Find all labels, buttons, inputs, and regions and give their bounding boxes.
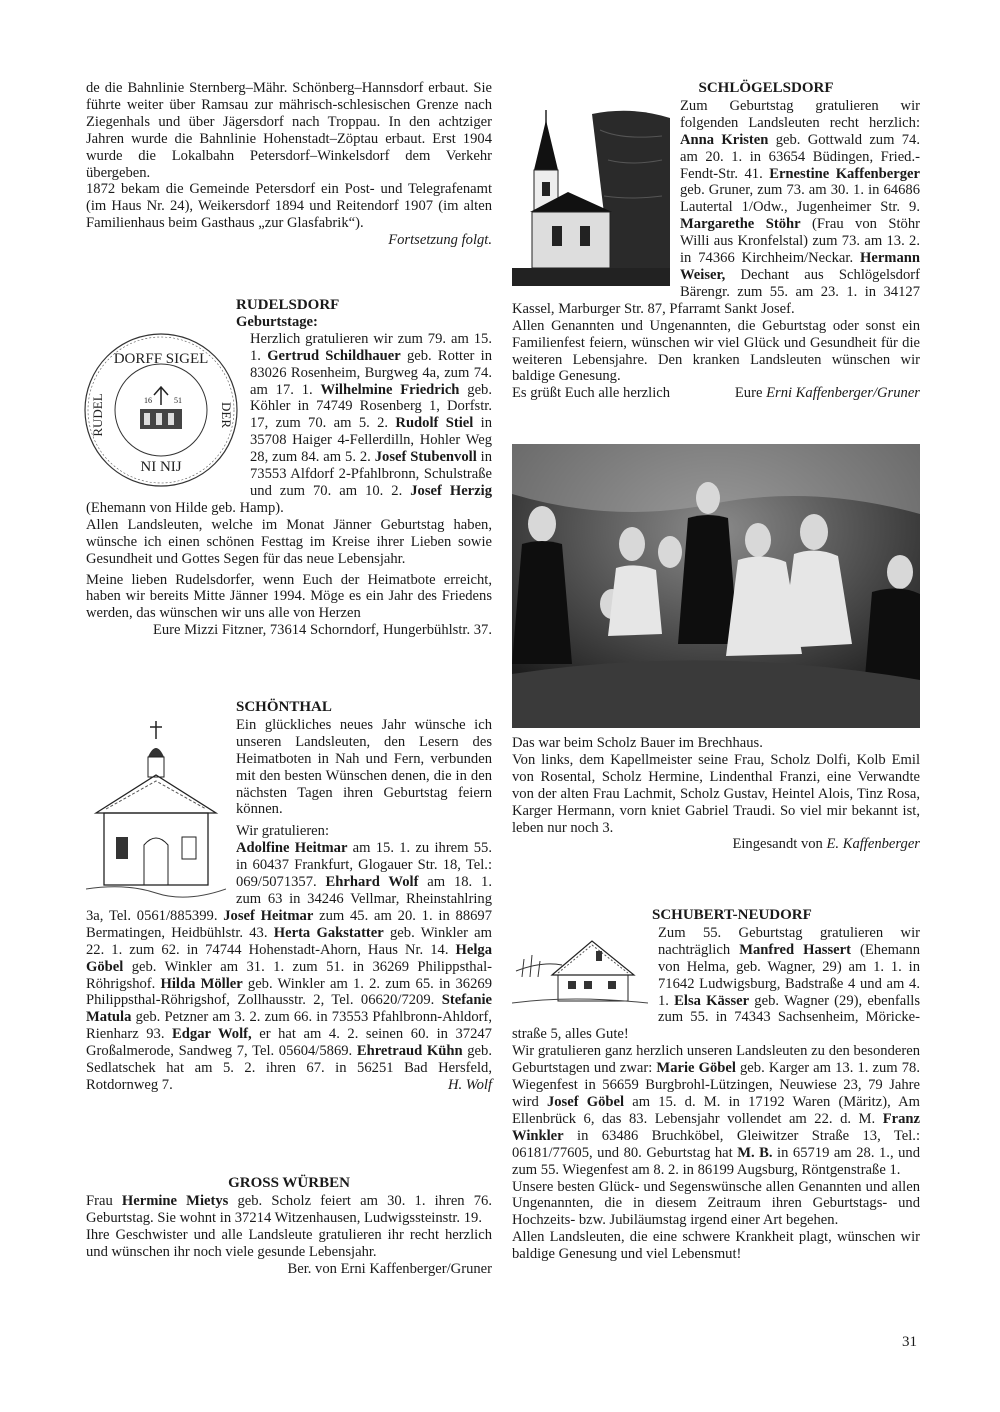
rudelsdorf-subheading: Geburtstage: <box>236 313 318 330</box>
text-run: geb. Köhler in 74749 Rosenberg 1, Dorfstr. 17, zum 70. am 5. 2. <box>250 381 492 432</box>
name-run: Herta Gakstatter <box>273 924 384 941</box>
schubert-neudorf-wishes: Unsere besten Glück- und Segenswünsche allen Genannten und allen Ungenannten, die in diesem Zeitraum ihren Geburtstags- und Hochzeits- bzw. Jubiläumstag irgend einer Art begehen. <box>512 1178 920 1229</box>
text-run: geb. Rotter in 83026 Rosenheim, Burgweg 4a, zum 74. am 17. 1. <box>250 347 492 398</box>
text-run: Dechant aus Schlögelsdorf Bärengr. zum 55. am 23. 1. in 34127 Kassel, Marburger Str. 87, Pfarramt Sankt Josef. <box>512 266 920 317</box>
text-run: Frau <box>86 1192 122 1209</box>
continued-note: Fortsetzung folgt. <box>388 232 492 249</box>
caption-signature: Eingesandt von E. Kaffenberger <box>732 836 920 853</box>
text-run: geb. Sedlatschek hat am 5. 2. ihren 67. in 56251 Bad Hersfeld, Rotdornweg 7. <box>86 1043 492 1093</box>
name-run: Helga Göbel <box>86 941 492 975</box>
text-run: am 15. 1. zu ihrem 55. in 60437 Frankfurt, Glogauer Str. 18, Tel.: 069/5071357. <box>236 840 492 891</box>
caption-names: Von links, dem Kapellmeister seine Frau, Scholz Dolfi, Kolb Emil von Rosental, Scholz Hermine, Lindenthal Franzi, eine Verwandte von der alten Frau Lachmit, Scholz Gustav, Heintel Alois, Tinz Rosa, Karger Hermann, vorn kniet Gabriel Traudi. So viel mir bekannt ist, leben nur noch 3. <box>512 751 920 836</box>
name-run: Josef Stubenvoll <box>374 449 477 466</box>
name-run: Rudolf Stiel <box>395 415 474 432</box>
gross-wuerben-section <box>86 1175 492 1277</box>
name-run: Josef Herzig <box>410 482 492 499</box>
church-photo-icon <box>512 100 670 286</box>
name-run: Hilda Möller <box>160 975 243 992</box>
name-run: Adolfine Heitmar <box>236 840 348 857</box>
gross-wuerben-heading: GROSS WÜRBEN <box>228 1175 350 1191</box>
text-run: er hat am 4. 2. seinen 60. in 37247 Großalmerode, Sandweg 7, Tel. 05604/5869. <box>86 1026 492 1060</box>
text-run: Herzlich gratulieren wir zum 79. am 15. 1. <box>250 330 492 364</box>
text-run: geb. Wagner (29), ebenfalls zum 55. in 74343 Sachsenheim, Mörickestraße 5, alles Gute! <box>512 992 921 1043</box>
text-run: Zum 55. Geburtstag gratulieren wir nachträglich <box>658 924 920 958</box>
intro-paragraph-1: de die Bahnlinie Sternberg–Mähr. Schönberg–Hannsdorf erbaut. Sie führte weiter über Ramsau zur mährisch-schlesischen Grenze nach Ziegenhals und über Jägersdorf nach Troppau. In den achtziger Jahren wurde die Bahnlinie Hohenstadt–Zöptau erbaut. Erst 1904 wurde die Lokalbahn Petersdorf–Winkelsdorf dem Verkehr übergeben. <box>86 80 492 181</box>
left-column <box>86 80 492 249</box>
rudelsdorf-section <box>86 297 492 639</box>
seal-year-a: 16 <box>144 395 152 405</box>
text-run: in 65719 am 28. 1., und zum 55. Wiegenfest am 8. 2. in 86199 Augsburg, Röntgenstraße 1. <box>512 1144 920 1178</box>
text-run: geb. Petzner am 3. 2. zum 66. in 73553 Pfahlbronn-Ahldorf, Rienharz 93. <box>86 1009 492 1043</box>
schoenthal-greeting: Ein glückliches neues Jahr wünsche ich unseren Landsleuten, den Lesern des Heimatboten in Nah und Fern, verbunden mit den besten Wünschen denen, die in den nächsten Tagen ihren Geburtstag feiern können. <box>236 716 492 818</box>
name-run: Marie Göbel <box>656 1060 736 1077</box>
intro-paragraph-2: 1872 bekam die Gemeinde Petersdorf ein Post- und Telegrafenamt (im Haus Nr. 24), Weikersdorf 1894 und Reitendorf 1907 (im alten Familienhaus beim Gasthaus „zur Glasfabrik“). <box>86 181 492 232</box>
schoenthal-intro: Wir gratulieren: <box>236 823 330 840</box>
chapel-drawing-icon <box>86 717 226 901</box>
schoenthal-section <box>86 699 492 1094</box>
schloegelsdorf-section <box>512 80 920 402</box>
text-run: (Ehemann von Hilde geb. Hamp). <box>86 499 284 516</box>
gross-wuerben-wishes: Ihre Geschwister und alle Landsleute gratulieren ihr recht herzlich und wünschen ihr noch viele gesunde Lebensjahr. <box>86 1226 492 1260</box>
municipal-seal-icon <box>82 331 240 489</box>
text-run: am 18. 1. zum 63 in 34246 Vellmar, Rheinstahlring 3a, Tel. 0561/885399. <box>86 874 492 924</box>
name-run: Manfred Hassert <box>739 941 851 958</box>
schubert-neudorf-birthdays <box>512 1043 920 1178</box>
group-photo <box>512 444 920 728</box>
name-run: Stefanie Matula <box>86 992 492 1026</box>
name-run: Hermine Mietys <box>121 1192 229 1209</box>
name-run: Ehretraud Kühn <box>356 1043 463 1060</box>
text-run: geb. Karger am 13. 1. zum 78. Wiegenfest in 56659 Burgbrohl-Lützingen, Neuwiese 23, 79 Jahre wird <box>512 1060 920 1110</box>
name-run: Josef Göbel <box>546 1093 625 1110</box>
text-run: Zum Geburtstag gratulieren wir folgenden Landsleuten recht herzlich: <box>680 97 920 131</box>
farmhouse-drawing-icon <box>512 931 648 1007</box>
photo-caption <box>512 735 920 853</box>
text-run: in 35708 Haiger 4-Fellerdilln, Hohler Weg 28, zum 84. am 5. 2. <box>250 415 492 466</box>
text-run: in 63486 Bruchköbel, Gleiwitzer Straße 13, Tel.: 06181/77605, und 80. Geburtstag hat <box>512 1127 920 1161</box>
caption-line-1: Das war beim Scholz Bauer im Brechhaus. <box>512 735 763 751</box>
rudelsdorf-wishes: Allen Landsleuten, welche im Monat Jänner Geburtstag haben, wünsche ich einen schönen Festtag im Kreise ihrer Lieben sowie Gesundheit und Gottes Segen für das neue Lebensjahr. <box>86 516 492 567</box>
name-run: Ernestine Kaffenberger <box>769 165 920 182</box>
name-run: M. B. <box>737 1144 773 1161</box>
text-run: am 15. d. M. in 17192 Waren (Märitz), Am Ellenbrück 6, das 83. Lebensjahr vollendet am 22. d. M. <box>512 1093 920 1127</box>
name-run: Franz Winkler <box>512 1110 920 1144</box>
rudelsdorf-heading: RUDELSDORF <box>236 297 340 313</box>
name-run: Hermann Weiser, <box>680 250 920 283</box>
rudelsdorf-greeting: Meine lieben Rudelsdorfer, wenn Euch der Heimatbote erreicht, haben wir bereits Mitte Jänner 1994. Möge es ein Jahr des Friedens werden, das wünschen wir uns alle von Herzen <box>86 571 492 622</box>
schubert-neudorf-health: Allen Landsleuten, die eine schwere Krankheit plagt, wünschen wir baldige Genesung und viel Lebensmut! <box>512 1229 920 1263</box>
text-run: geb. Scholz feiert am 30. 1. ihren 76. Geburtstag. Sie wohnt in 37214 Witzenhausen, Ludwigssteinstr. 19. <box>86 1192 492 1226</box>
schloegelsdorf-wishes: Allen Genannten und Ungenannten, die Geburtstag oder sonst ein Familienfest feiern, wünschen wir viel Glück und Gesundheit für die weiteren Lebensjahre. Den kranken Landsleuten wünschen wir baldige Genesung. <box>512 317 920 385</box>
seal-text-bottom: NI NIJ <box>140 458 182 475</box>
gross-wuerben-signature: Ber. von Erni Kaffenberger/Gruner <box>287 1260 492 1277</box>
text-run: geb. Winkler am 1. 2. zum 65. in 36269 Philippsthal-Röhrigshof, Zollhausstr. 2, Tel. 06620/7209. <box>86 975 492 1009</box>
name-run: Anna Kristen <box>680 131 769 148</box>
schubert-neudorf-heading: SCHUBERT-NEUDORF <box>652 907 812 923</box>
text-run: geb. Gottwald zum 74. am 20. 1. in 63654 Büdingen, Fried.-Fendt-Str. 41. <box>680 131 920 182</box>
text-run: (Frau von Stöhr Willi aus Kronfelstal) zum 73. am 13. 2. in 74366 Kirchheim/Neckar. <box>680 216 920 267</box>
seal-text-right: DER <box>219 401 234 428</box>
name-run: Gertrud Schildhauer <box>267 347 401 364</box>
seal-year-b: 51 <box>174 395 182 405</box>
rudelsdorf-signature: Eure Mizzi Fitzner, 73614 Schorndorf, Hungerbühlstr. 37. <box>152 622 492 639</box>
name-run: Edgar Wolf, <box>172 1026 252 1043</box>
text-run: geb. Winkler am 31. 1. zum 51. in 36269 Philippsthal-Röhrigshof. <box>86 958 492 992</box>
text-run: zum 45. am 20. 1. in 88697 Bermatingen, Heidbühlstr. 43. <box>86 907 493 941</box>
signature-greeting: Es grüßt Euch alle herzlich <box>512 385 671 402</box>
name-run: Wilhelmine Friedrich <box>320 381 460 398</box>
schubert-neudorf-section <box>512 907 920 1263</box>
schloegelsdorf-heading: SCHLÖGELSDORF <box>698 80 834 96</box>
schoenthal-heading: SCHÖNTHAL <box>236 699 332 715</box>
name-run: Josef Heitmar <box>223 907 314 924</box>
seal-text-top: DORFF SIGEL <box>113 350 209 367</box>
gross-wuerben-birthday <box>86 1193 492 1227</box>
signature-name: Eure Erni Kaffenberger/Gruner <box>734 385 920 402</box>
seal-text-left: RUDEL <box>90 393 105 437</box>
text-run: (Ehemann von Helma, geb. Wagner, 29) am 1. 1. in 71642 Ludwigsburg, Badstraße 4 und am 4. 1. <box>658 941 920 1009</box>
text-run: Wir gratulieren ganz herzlich unseren Landsleuten zu den besonderen Geburtstagen und zwar: <box>512 1043 920 1077</box>
name-run: Ehrhard Wolf <box>325 874 419 891</box>
text-run: geb. Gruner, zum 73. am 30. 1. in 64686 Lautertal 1/Odw., Jugenheimer Str. 9. <box>680 182 920 216</box>
schoenthal-signature: H. Wolf <box>447 1076 492 1093</box>
name-run: Elsa Kässer <box>674 992 750 1009</box>
text-run: geb. Winkler am 22. 1. zum 62. in 74744 Hohenstadt-Ahorn, Haus Nr. 14. <box>86 924 492 958</box>
page-number: 31 <box>902 1334 917 1350</box>
name-run: Margarethe Stöhr <box>680 216 801 233</box>
text-run: in 73553 Alfdorf 2-Pfahlbronn, Schulstraße und zum 70. am 10. 2. <box>250 449 492 499</box>
schloegelsdorf-signature <box>512 385 920 402</box>
